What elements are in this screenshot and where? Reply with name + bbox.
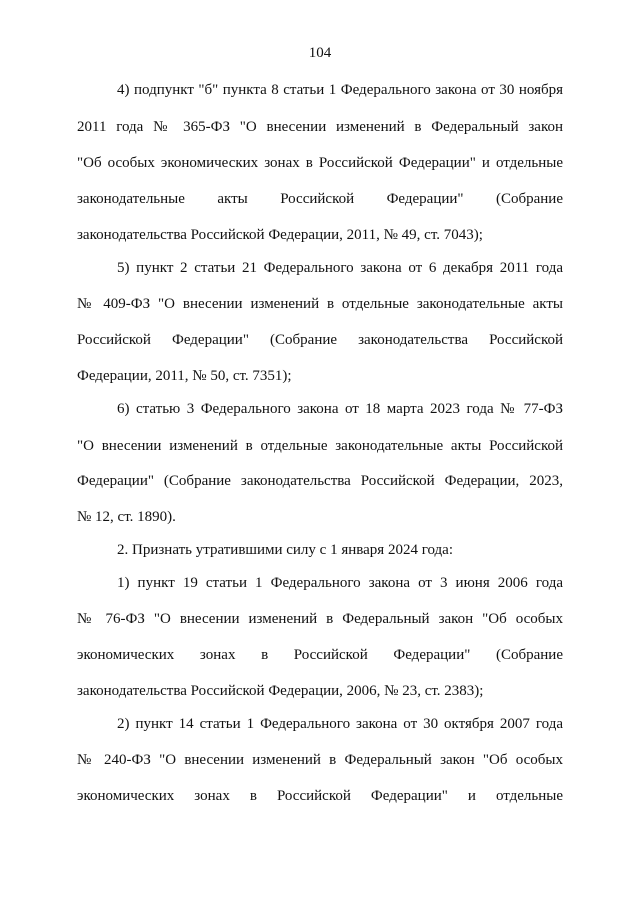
text-line: экономических зонах в Российской Федерации" и отдельные	[77, 788, 563, 804]
text-line: законодательные акты Российской Федерации" (Собрание	[77, 191, 563, 207]
text-line: 5) пункт 2 статьи 21 Федерального закона от 6 декабря 2011 года	[117, 260, 563, 276]
text-line: 1) пункт 19 статьи 1 Федерального закона от 3 июня 2006 года	[117, 575, 563, 591]
text-line: № 240-ФЗ "О внесении изменений в Федеральный закон "Об особых	[77, 752, 563, 768]
text-line: законодательства Российской Федерации, 2011, № 49, ст. 7043);	[77, 227, 483, 243]
text-line: экономических зонах в Российской Федерации" (Собрание	[77, 647, 563, 663]
text-line: "Об особых экономических зонах в Российской Федерации" и отдельные	[77, 155, 563, 171]
text-line: "О внесении изменений в отдельные законодательные акты Российской	[77, 438, 563, 454]
text-line: 6) статью 3 Федерального закона от 18 марта 2023 года № 77-ФЗ	[117, 401, 563, 417]
text-line: № 12, ст. 1890).	[77, 509, 176, 525]
text-line: Федерации, 2011, № 50, ст. 7351);	[77, 368, 292, 384]
text-line: № 409-ФЗ "О внесении изменений в отдельные законодательные акты	[77, 296, 563, 312]
text-line: законодательства Российской Федерации, 2006, № 23, ст. 2383);	[77, 683, 484, 699]
text-line: № 76-ФЗ "О внесении изменений в Федеральный закон "Об особых	[77, 611, 563, 627]
text-line: 2. Признать утратившими силу с 1 января 2024 года:	[117, 542, 453, 558]
text-line: 2011 года № 365-ФЗ "О внесении изменений в Федеральный закон	[77, 119, 563, 135]
text-line: 2) пункт 14 статьи 1 Федерального закона от 30 октября 2007 года	[117, 716, 563, 732]
text-line: Федерации" (Собрание законодательства Российской Федерации, 2023,	[77, 473, 563, 489]
page-number: 104	[308, 45, 332, 61]
text-line: 4) подпункт "б" пункта 8 статьи 1 Федерального закона от 30 ноября	[117, 82, 563, 98]
text-line: Российской Федерации" (Собрание законодательства Российской	[77, 332, 563, 348]
